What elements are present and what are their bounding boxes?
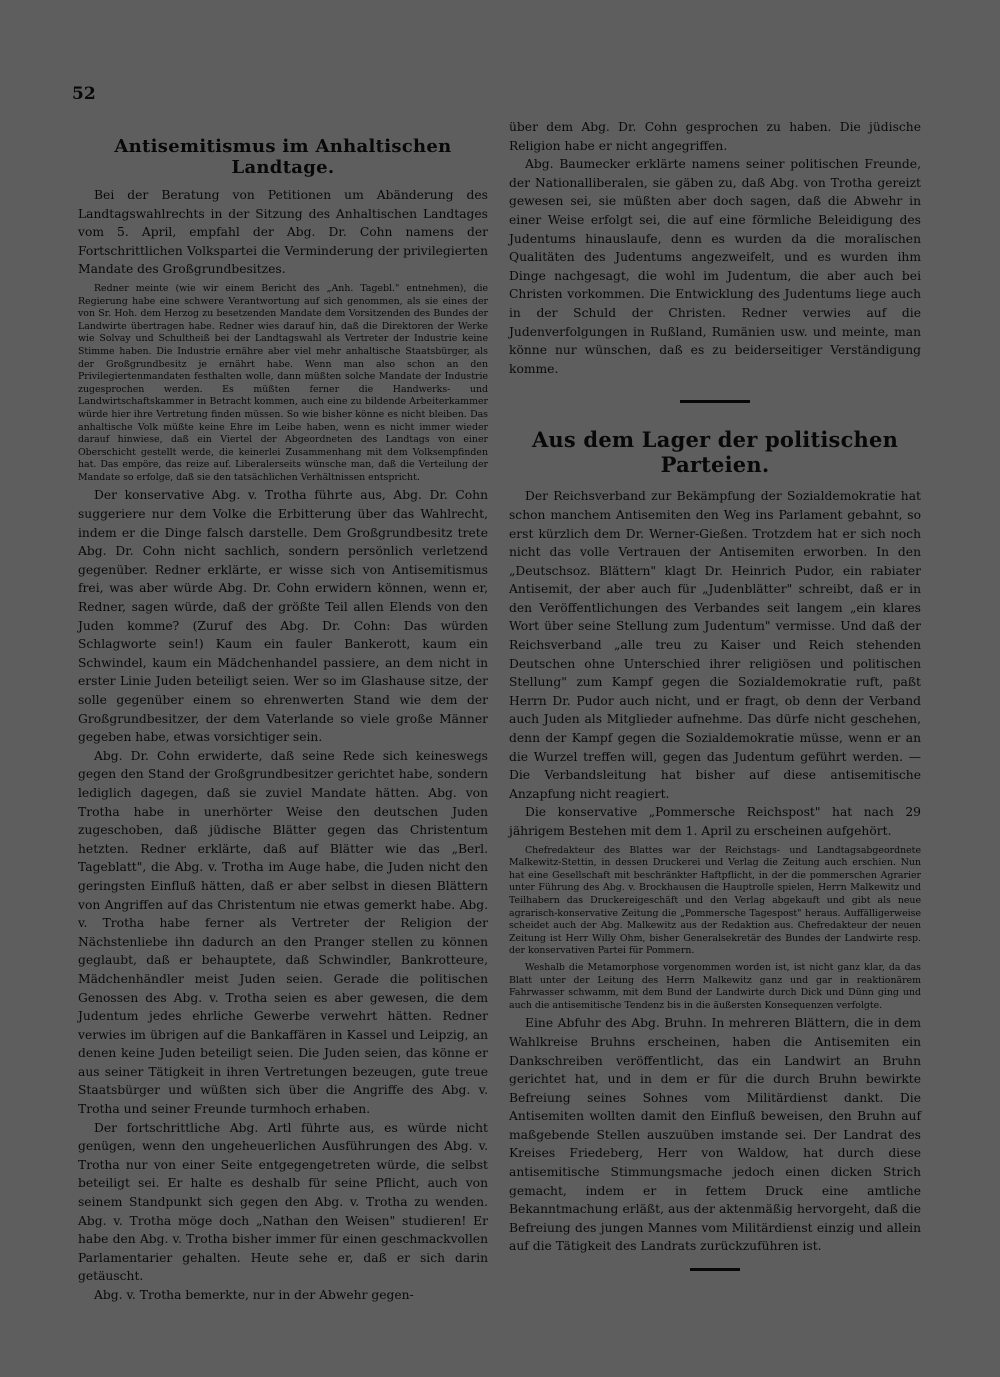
paragraph: Bei der Beratung von Petitionen um Abänderung des Landtagswahlrechts in der Sitzung des Anhaltischen Landtages vom 5. April, empfahl der Abg. Dr. Cohn namens der Fortschrittlichen Volkspartei die Verminderung der privilegierten Mandate des Großgrundbesitzes. bbox=[78, 188, 488, 277]
section-heading-parteien: Aus dem Lager der politischen Parteien. bbox=[531, 427, 899, 478]
paragraph-continued: über dem Abg. Dr. Cohn gesprochen zu haben. Die jüdische Religion habe er nicht angegriffen. bbox=[509, 120, 921, 153]
end-divider bbox=[690, 1268, 740, 1271]
page-number: 52 bbox=[72, 84, 96, 104]
paragraph: Der fortschrittliche Abg. Artl führte aus, es würde nicht genügen, wenn den ungeheuerlichen Ausführungen des Abg. v. Trotha nur von einer Seite entgegengetreten würde, die selbst beteiligt sei. Er halte es deshalb für seine Pflicht, auch von seinem Standpunkt sich gegen den Abg. v. Trotha zu wenden. Abg. v. Trotha möge doch „Nathan den Weisen" studieren! Er habe den Abg. v. Trotha bisher immer für einen geschmackvollen Parlamentarier gehalten. Heute sehe er, daß er sich darin getäuscht. bbox=[78, 1120, 488, 1284]
paragraph: Die konservative „Pommersche Reichspost" hat nach 29 jährigem Bestehen mit dem 1. April zu erscheinen aufgehört. bbox=[509, 805, 921, 838]
article-heading-anhalt: Antisemitismus im Anhaltischen Landtage. bbox=[114, 136, 452, 178]
paragraph: Der Reichsverband zur Bekämpfung der Sozialdemokratie hat schon manchem Antisemiten den Weg ins Parlament gebahnt, so erst kürzlich dem Dr. Werner-Gießen. Trotzdem hat er sich noch nicht das volle Vertrauen der Antisemiten erworben. In den „Deutschsoz. Blättern" klagt Dr. Heinrich Pudor, ein rabiater Antisemit, der aber auch für „Judenblätter" schreibt, daß er in den Veröffentlichungen des Verbandes seit langem „ein klares Wort über seine Stellung zum Judentum" vermisse. Und daß der Reichsverband „alle treu zu Kaiser und Reich stehenden Deutschen ohne Unterschied ihrer religiösen und politischen Stellung" zum Kampf gegen die Sozialdemokratie ruft, paßt Herrn Dr. Pudor auch nicht, und er fragt, ob denn der Verband auch Juden als Mitglieder aufnehme. Das dürfe nicht geschehen, denn der Kampf gegen die Sozialdemokratie müsse, wenn er an die Wurzel treffen will, gegen das Judentum geführt werden. — Die Verbandsleitung hat bisher auf diese antisemitische Anzapfung nicht reagiert. bbox=[509, 489, 921, 801]
left-column bbox=[78, 118, 488, 1305]
paragraph: Abg. v. Trotha bemerkte, nur in der Abwehr gegen- bbox=[94, 1288, 414, 1302]
paragraph: Der konservative Abg. v. Trotha führte aus, Abg. Dr. Cohn suggeriere nur dem Volke die Erbitterung über das Wahlrecht, indem er die Dinge falsch darstelle. Dem Großgrundbesitz trete Abg. Dr. Cohn nicht sachlich, sondern persönlich verletzend gegenüber. Redner erklärte, er wisse sich von Antisemitismus frei, was aber würde Abg. Dr. Cohn erwidern können, wenn er, Redner, sagen würde, daß der größte Teil allen Elends von den Juden komme? (Zuruf des Abg. Dr. Cohn: Das würden Schlagworte sein!) Kaum ein fauler Bankerott, kaum ein Schwindel, kaum ein Mädchenhandel passiere, an dem nicht in erster Linie Juden beteiligt seien. Wer so im Glashause sitze, der solle gegenüber einem so ehrenwerten Stand wie dem der Großgrundbesitzer, der dem Vaterlande so viele große Männer gegeben habe, etwas vorsichtiger sein. bbox=[78, 488, 488, 745]
right-column bbox=[509, 118, 921, 1271]
section-divider bbox=[680, 400, 750, 403]
paragraph: Abg. Dr. Cohn erwiderte, daß seine Rede sich keineswegs gegen den Stand der Großgrundbesitzer gerichtet habe, sondern lediglich dagegen, daß sie zuviel Mandate hätten. Abg. von Trotha habe in unerhörter Weise den deutschen Juden zugeschoben, daß jüdische Blätter gegen das Christentum hetzten. Redner erklärte, daß auf Blätter wie das „Berl. Tageblatt", die Abg. v. Trotha im Auge habe, die Juden nicht den geringsten Einfluß hätten, daß er aber selbst in diesen Blättern von Angriffen auf das Christentum nie etwas gemerkt habe. Abg. v. Trotha habe ferner als Vertreter der Religion der Nächstenliebe ihn dadurch an den Pranger stellen zu können geglaubt, daß er behauptete, daß Schwindler, Bankrotteure, Mädchenhändler meist Juden seien. Gerade die politischen Genossen des Abg. v. Trotha seien es aber gewesen, die dem Judentum jedes ehrliche Gewerbe verwehrt hätten. Redner verwies im übrigen auf die Bankaffären in Kassel und Leipzig, an denen keine Juden beteiligt seien. Die Juden seien, das könne er aus seiner Tätigkeit in ihren Vertretungen bezeugen, gute treue Staatsbürger und wüßten sich über die Angriffe des Abg. v. Trotha und seiner Freunde turmhoch erhaben. bbox=[78, 748, 488, 1117]
paragraph: Eine Abfuhr des Abg. Bruhn. In mehreren Blättern, die in dem Wahlkreise Bruhns erscheinen, haben die Antisemiten ein Dankschreiben veröffentlicht, das ein Landwirt an Bruhn gerichtet hat, und in dem er für die durch Bruhn bewirkte Befreiung seines Sohnes vom Militärdienst dankt. Die Antisemiten wollten damit den Einfluß beweisen, den Bruhn auf maßgebende Stellen auszuüben imstande sei. Der Landrat des Kreises Friedeberg, Herr von Waldow, hat durch diese antisemitische Stimmungsmache jedoch einen dicken Strich gemacht, indem er in fettem Druck eine amtliche Bekanntmachung erläßt, aus der aktenmäßig hervorgeht, daß die Befreiung des jungen Mannes vom Militärdienst einzig und allein auf die Tätigkeit des Landrats zurückzuführen ist. bbox=[509, 1016, 921, 1254]
small-print-paragraph: Weshalb die Metamorphose vorgenommen worden ist, ist nicht ganz klar, da das Blatt unter der Leitung des Herrn Malkewitz ganz und gar in reaktionärem Fahrwasser schwamm, mit dem Bund der Landwirte durch Dick und Dünn ging und auch die antisemitische Tendenz bis in die äußersten Konsequenzen verfolgte. bbox=[509, 961, 921, 1011]
small-print-paragraph: Chefredakteur des Blattes war der Reichstags- und Landtagsabgeordnete Malkewitz-Stettin, in dessen Druckerei und Verlag die Zeitung auch erschien. Nun hat eine Gesellschaft mit beschränkter Haftpflicht, in der die pommerschen Agrarier unter Führung des Abg. v. Brockhausen die Hauptrolle spielen, Herrn Malkewitz und Teilhabern das Druckereigeschäft und den Verlag abgekauft und gibt als neue agrarisch-konservative Zeitung die „Pommersche Tagespost" heraus. Auffälligerweise scheidet auch der Abg. Malkewitz aus der Redaktion aus. Chefredakteur der neuen Zeitung ist Herr Willy Ohm, bisher Generalsekretär des Bundes der Landwirte resp. der konservativen Partei für Pommern. bbox=[509, 844, 921, 957]
small-print-paragraph: Redner meinte (wie wir einem Bericht des „Anh. Tagebl." entnehmen), die Regierung habe eine schwere Verantwortung auf sich genommen, als sie eines der von Sr. Hoh. dem Herzog zu besetzenden Mandate dem Vorsitzenden des Bundes der Landwirte übertragen habe. Redner wies darauf hin, daß die Direktoren der Werke wie Solvay und Schultheiß bei der Landtagswahl als Vertreter der Industrie keine Stimme haben. Die Industrie ernähre aber viel mehr anhaltische Staatsbürger, als der Großgrundbesitz je ernährt habe. Wenn man also schon an den Privilegiertenmandaten festhalten wolle, dann müßten solche Mandate der Industrie zugesprochen werden. Es müßten ferner die Handwerks- und Landwirtschaftskammer in Betracht kommen, auch eine zu bildende Arbeiterkammer würde hier ihre Vertretung finden müssen. So wie bisher könne es nicht bleiben. Das anhaltische Volk müßte keine Ehre im Leibe haben, wenn es nicht immer wieder darauf hinwiese, daß ein Viertel der Abgeordneten des Landtags von einer Oberschicht gestellt werde, die keinerlei Zusammenhang mit dem Volksempfinden hat. Das empöre, das reize auf. Liberalerseits wünsche man, daß die Verteilung der Mandate so erfolge, daß sie den tatsächlichen Verhältnissen entspricht. bbox=[78, 282, 488, 483]
paragraph: Abg. Baumecker erklärte namens seiner politischen Freunde, der Nationalliberalen, sie gäben zu, daß Abg. von Trotha gereizt gewesen sei, sie müßten aber doch sagen, daß die Abwehr in einer Weise erfolgt sei, die auf eine förmliche Beleidigung des Judentums hinauslaufe, denn es wurden da die moralischen Qualitäten des Judentums angezweifelt, und es wurden ihm Dinge nachgesagt, die wohl im Judentum, die aber auch bei Christen vorkommen. Die Entwicklung des Judentums liege auch in der Schuld der Christen. Redner verwies auf die Judenverfolgungen in Rußland, Rumänien usw. und meinte, man könne nur wünschen, daß es zu beiderseitiger Verständigung komme. bbox=[509, 157, 921, 376]
